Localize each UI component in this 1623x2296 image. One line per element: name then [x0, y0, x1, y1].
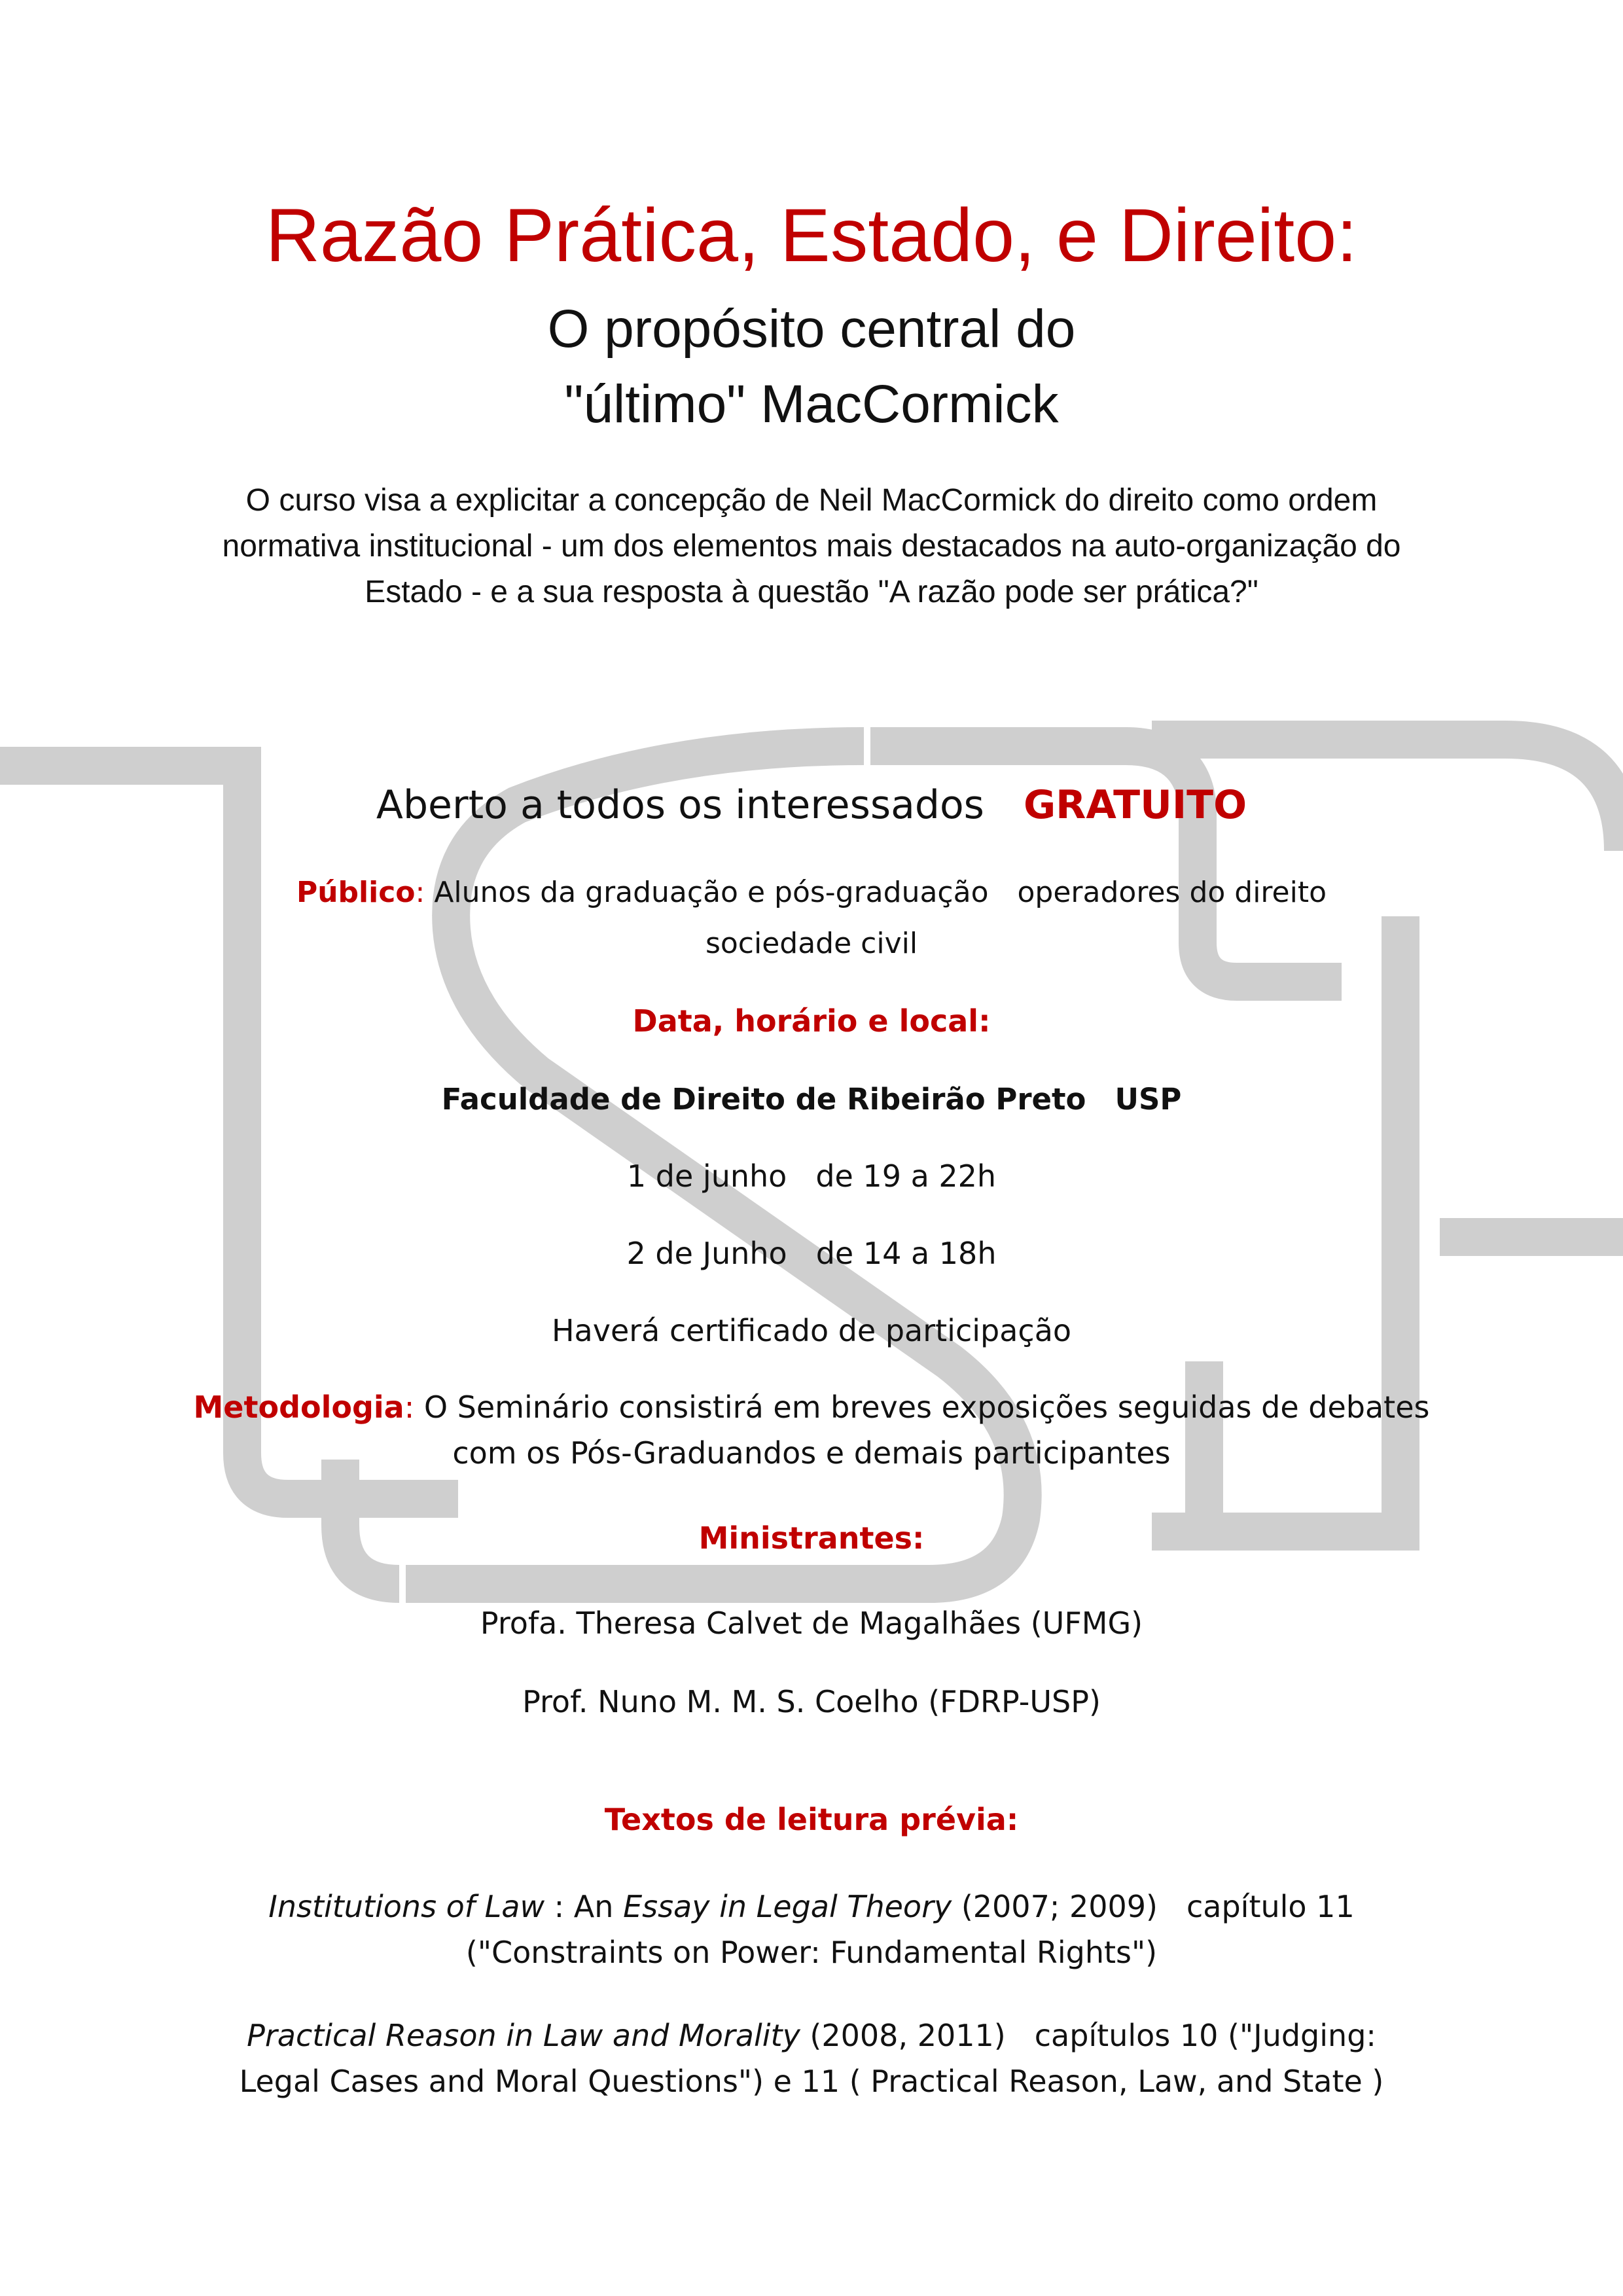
day-2-line: [131, 1230, 1492, 1276]
day-1-time: de 19 a 22h: [815, 1158, 997, 1194]
open-to-all-text: Aberto a todos os interessados: [376, 782, 984, 828]
lecturers-label: Ministrantes:: [698, 1520, 925, 1556]
reading-1-chapter: capítulo 11: [1186, 1889, 1355, 1924]
audience-practitioners: operadores do direito: [1017, 876, 1327, 909]
audience-students: Alunos da graduação e pós-graduação: [425, 876, 989, 909]
lecturer-1: Profa. Theresa Calvet de Magalhães (UFMG): [480, 1605, 1143, 1641]
methodology-text: O Seminário consistirá em breves exposições seguidas de debates com os Pós-Graduandos e demais participantes: [414, 1390, 1430, 1471]
subtitle: [131, 291, 1492, 442]
open-to-all-line: [131, 779, 1492, 831]
page-title: Razão Prática, Estado, e Direito:: [265, 194, 1358, 278]
audience-section: [216, 867, 1407, 969]
methodology-label: Metodologia: [193, 1390, 404, 1425]
reading-1-chapter-title: ("Constraints on Power: Fundamental Rights"): [465, 1935, 1158, 1970]
readings-label: Textos de leitura prévia:: [604, 1802, 1019, 1837]
free-badge: GRATUITO: [1023, 782, 1247, 828]
methodology-colon: :: [404, 1390, 415, 1425]
venue-name: Faculdade de Direito de Ribeirão Preto: [441, 1082, 1086, 1117]
day-2-date: 2 de Junho: [626, 1236, 787, 1271]
day-2-time: de 14 a 18h: [815, 1236, 997, 1271]
schedule-label: Data, horário e local:: [632, 1003, 991, 1039]
course-description: O curso visa a explicitar a concepção de Neil MacCormick do direito como ordem normativa institucional - um dos elementos mais destacados na auto-organização do Estado - e a sua resposta à questão "A razão pode ser prática?": [222, 483, 1401, 609]
day-1-line: [131, 1153, 1492, 1199]
lecturer-2: Prof. Nuno M. M. S. Coelho (FDRP-USP): [522, 1684, 1101, 1719]
audience-label: Público: [296, 876, 416, 909]
audience-civil-society: sociedade civil: [705, 927, 918, 960]
audience-colon: :: [415, 876, 425, 909]
reading-2: [216, 2013, 1407, 2104]
certificate-note: Haverá certificado de participação: [551, 1313, 1072, 1348]
reading-1-years: (2007; 2009): [952, 1889, 1158, 1924]
venue-org: USP: [1115, 1082, 1182, 1117]
subtitle-line-2: "último" MacCormick: [564, 374, 1059, 434]
reading-2-title: Practical Reason in Law and Morality: [247, 2018, 800, 2053]
reading-2-years: (2008, 2011): [800, 2018, 1006, 2053]
reading-2-chapters: capítulos 10 ("Judging: Legal Cases and Moral Questions") e 11 ( Practical Reason, Law, and State ): [239, 2018, 1384, 2099]
reading-1: [216, 1884, 1407, 1975]
reading-1-mid: : An: [544, 1889, 624, 1924]
methodology-section: [170, 1384, 1453, 1476]
day-1-date: 1 de junho: [626, 1158, 787, 1194]
venue-line: [131, 1077, 1492, 1122]
reading-1-title-b: Essay in Legal Theory: [623, 1889, 952, 1924]
reading-1-title-a: Institutions of Law: [268, 1889, 545, 1924]
subtitle-line-1: O propósito central do: [547, 299, 1076, 359]
